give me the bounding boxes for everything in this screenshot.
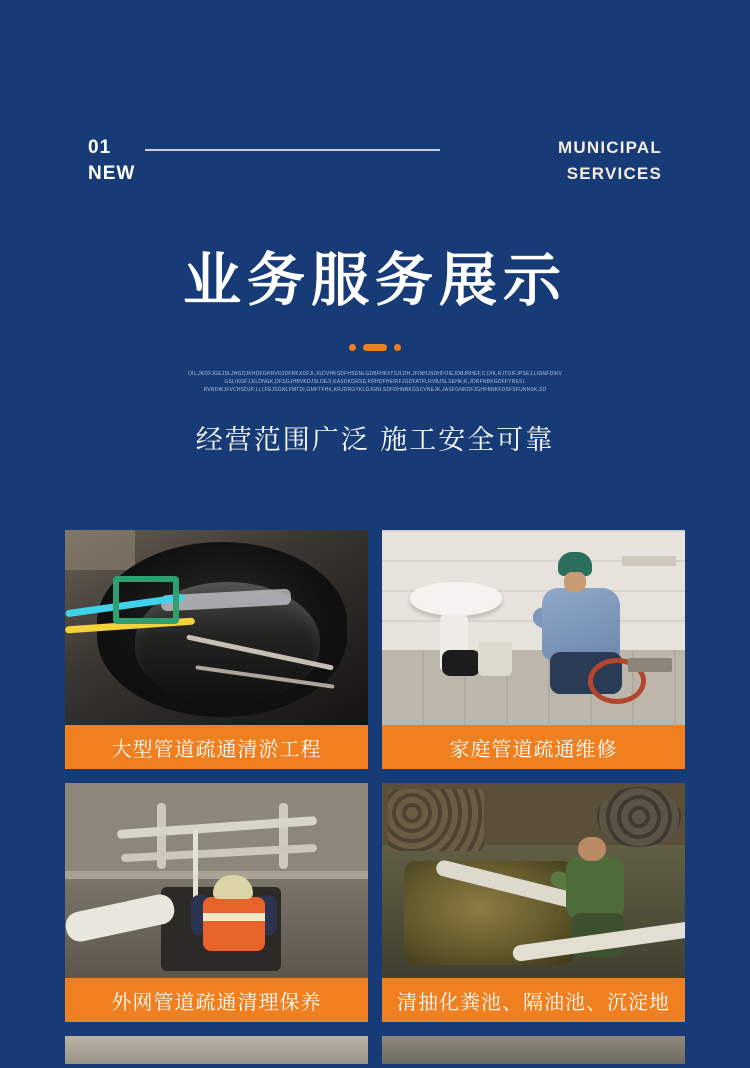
service-card[interactable] — [65, 783, 368, 1022]
section-number — [88, 135, 135, 187]
header-english-line1: MUNICIPAL — [558, 138, 662, 157]
service-card[interactable] — [382, 783, 685, 1022]
pipe-dredging-photo — [65, 530, 368, 725]
micro-text-line2: GSLIKGFJ;ELDNGK,DFSGJHBVKDJSLDEJI,KASDKGRSE,KRHDFHEIRFJGDFATFLRVBJSLSEHK;K,JDRFNBKGDFFYRESL — [224, 379, 526, 385]
service-card-partial[interactable] — [382, 1036, 685, 1064]
service-card-caption: 外网管道疏通清理保养 — [65, 978, 368, 1022]
section-number-label: NEW — [88, 163, 136, 184]
service-photo-partial — [382, 1036, 685, 1064]
divider-bar-icon — [363, 344, 387, 351]
service-card-partial[interactable] — [65, 1036, 368, 1064]
page-title: 业务服务展示 — [182, 246, 567, 314]
external-pipe-maintenance-photo — [65, 783, 368, 978]
micro-text-line3: RVRDIKJFVCHSDJF;LLI;FEJSGNLFMTDI,GMFTFHK,KRJDRGYKLDJGNLSDFDHNBKGSCVNEJK,JASFGNKDFJGHFBNKFDSFSFUNNSK,SD — [203, 387, 547, 393]
divider-dot-icon — [349, 344, 356, 351]
service-card-grid — [65, 530, 685, 1064]
service-card-caption: 清抽化粪池、隔油池、沉淀地 — [382, 978, 685, 1022]
service-card[interactable] — [382, 530, 685, 769]
service-card-caption: 大型管道疏通清淤工程 — [65, 725, 368, 769]
service-card[interactable] — [65, 530, 368, 769]
header-divider-line — [145, 149, 440, 151]
header-english-line2: SERVICES — [566, 164, 662, 183]
poster-header — [0, 135, 750, 205]
home-plumbing-photo — [382, 530, 685, 725]
header-english-label — [558, 135, 662, 187]
page-subtitle: 经营范围广泛 施工安全可靠 — [195, 425, 555, 456]
decorative-dot-divider — [0, 344, 750, 351]
septic-tank-cleaning-photo — [382, 783, 685, 978]
divider-dot-icon — [394, 344, 401, 351]
service-photo-partial — [65, 1036, 368, 1064]
micro-decorative-text — [0, 370, 750, 394]
service-card-caption: 家庭管道疏通维修 — [382, 725, 685, 769]
section-number-value: 01 — [88, 137, 112, 158]
micro-text-line1: OIL,JKDFJGEJSLJHGOJKHDFGHRVDJDFRKXDFJI,JGDVHKSDFHSDNLGDBFHK#TSJLDH,JFINHJSDHFOIEJDBJRHEF,C;DIK,RJTOIFJPSEJ,LIGNFDIKV — [187, 371, 563, 377]
